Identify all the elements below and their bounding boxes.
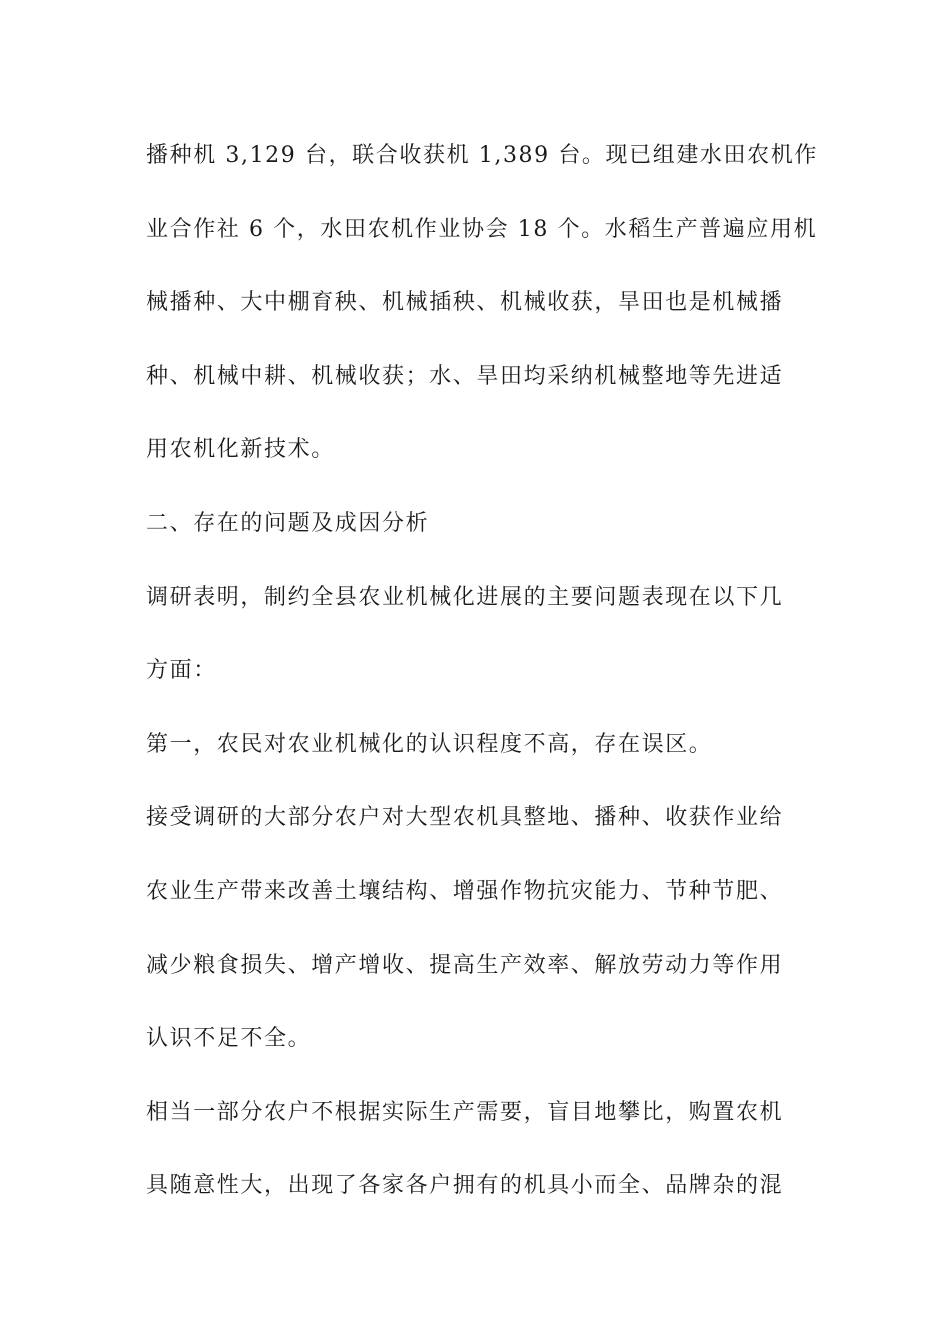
paragraph-line: 具随意性大，出现了各家各户拥有的机具小而全、品牌杂的混 bbox=[146, 1173, 784, 1199]
paragraph-line: 用农机化新技术。 bbox=[146, 437, 335, 463]
paragraph-line: 械播种、大中棚育秧、机械插秧、机械收获，旱田也是机械播 bbox=[146, 290, 784, 316]
paragraph-line: 业合作社 6 个，水田农机作业协会 18 个。水稻生产普遍应用机 bbox=[146, 216, 818, 242]
paragraph-line: 接受调研的大部分农户对大型农机具整地、播种、收获作业给 bbox=[146, 805, 784, 831]
paragraph-line: 调研表明，制约全县农业机械化进展的主要问题表现在以下几 bbox=[146, 584, 784, 610]
section-heading: 二、存在的问题及成因分析 bbox=[146, 510, 430, 536]
paragraph-line: 减少粮食损失、增产增收、提高生产效率、解放劳动力等作用 bbox=[146, 952, 784, 978]
paragraph-line: 认识不足不全。 bbox=[146, 1026, 312, 1052]
paragraph-line: 种、机械中耕、机械收获；水、旱田均采纳机械整地等先进适 bbox=[146, 363, 784, 389]
paragraph-line: 农业生产带来改善土壤结构、增强作物抗灾能力、节种节肥、 bbox=[146, 878, 784, 904]
paragraph-line: 播种机 3,129 台，联合收获机 1,389 台。现已组建水田农机作 bbox=[146, 143, 818, 168]
body-text bbox=[146, 128, 816, 1232]
paragraph-line: 方面： bbox=[146, 658, 217, 684]
subsection-heading: 第一，农民对农业机械化的认识程度不高，存在误区。 bbox=[146, 731, 713, 757]
paragraph-line: 相当一部分农户不根据实际生产需要，盲目地攀比，购置农机 bbox=[146, 1099, 784, 1125]
